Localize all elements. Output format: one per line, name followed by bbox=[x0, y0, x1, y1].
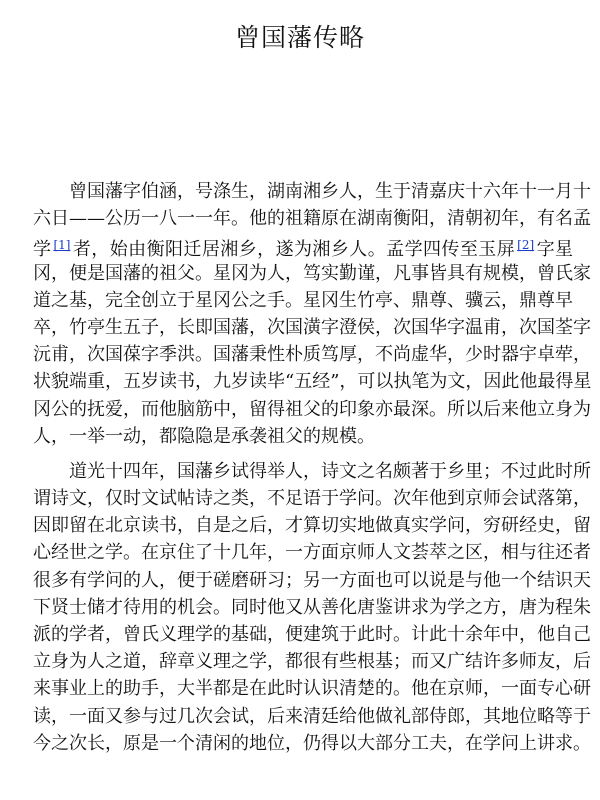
paragraph bbox=[33, 178, 592, 450]
text-line bbox=[33, 567, 591, 594]
text-line bbox=[33, 341, 591, 368]
text-line bbox=[33, 458, 591, 485]
text-line bbox=[33, 675, 591, 702]
text-line bbox=[33, 423, 573, 450]
text-segment: 心经世之学。在京住了十几年，一方面京师人文荟萃之区，相与往还者 bbox=[33, 542, 591, 564]
text-line bbox=[33, 178, 591, 205]
text-line bbox=[33, 396, 591, 423]
paragraph bbox=[33, 458, 591, 757]
text-segment: 六日——公历一八一一年。他的祖籍原在湖南衡阳，清朝初年，有名孟 bbox=[33, 208, 591, 230]
footnote-link[interactable]: [1] bbox=[53, 238, 71, 253]
text-line bbox=[33, 260, 591, 287]
text-segment: 今之次长，原是一个清闲的地位，仍得以大部分工夫，在学问上讲求。 bbox=[33, 732, 591, 754]
text-line bbox=[33, 621, 591, 648]
text-segment: 派的学者，曾氏义理学的基础，便建筑于此时。计此十余年中，他自己 bbox=[33, 624, 591, 645]
text-segment: 读，一面又参与过几次会试，后来清廷给他做礼部侍郎，其地位略等于 bbox=[33, 705, 591, 727]
text-segment: 字星 bbox=[536, 239, 574, 261]
text-segment: 谓诗文，仅时文试帖诗之类，不足语于学问。次年他到京师会试落第， bbox=[33, 488, 591, 510]
text-line bbox=[33, 648, 591, 675]
article-body bbox=[33, 178, 592, 757]
text-segment: 因即留在北京读书，自是之后，才算切实地做真实学问，穷研经史，留 bbox=[33, 515, 591, 537]
text-line bbox=[33, 485, 591, 512]
text-line bbox=[33, 512, 591, 539]
text-segment: 曾国藩字伯涵，号涤生，湖南湘乡人，生于清嘉庆十六年十一月十 bbox=[69, 181, 591, 202]
text-segment: 道之基，完全创立于星冈公之手。星冈生竹亭、鼎尊、骥云，鼎尊早 bbox=[33, 289, 573, 311]
text-segment: 沅甫，次国葆字季洪。国藩秉性朴质笃厚，不尚虚华，少时器宇卓荦， bbox=[33, 344, 591, 366]
text-line bbox=[33, 287, 573, 314]
text-line bbox=[33, 703, 591, 730]
text-segment: 状貌端重，五岁读书，九岁读毕“五经”，可以执笔为文，因此他最得星 bbox=[33, 371, 592, 393]
text-line bbox=[33, 232, 573, 259]
text-segment: 卒，竹亭生五子，长即国藩，次国潢字澄侯，次国华字温甫，次国荃字 bbox=[33, 316, 591, 338]
text-line bbox=[33, 368, 592, 395]
page-title: 曾国藩传略 bbox=[234, 23, 365, 52]
text-segment: 道光十四年，国藩乡试得举人，诗文之名颇著于乡里；不过此时所 bbox=[69, 460, 591, 482]
text-segment: 学 bbox=[33, 239, 52, 261]
text-segment: 很多有学问的人，便于磋磨研习；另一方面也可以说是与他一个结识天 bbox=[33, 569, 591, 591]
text-segment: 冈公的抚爱，而他脑筋中，留得祖父的印象亦最深。所以后来他立身为 bbox=[33, 398, 591, 420]
text-segment: 立身为人之道，辞章义理之学，都很有些根基；而又广结许多师友，后 bbox=[33, 651, 591, 673]
text-segment: 冈，便是国藩的祖父。星冈为人，笃实勤谨，凡事皆具有规模，曾氏家 bbox=[33, 262, 591, 284]
text-line bbox=[33, 539, 591, 566]
text-line bbox=[33, 594, 591, 621]
text-segment: 者，始由衡阳迁居湘乡，遂为湘乡人。孟学四传至玉屏 bbox=[72, 239, 516, 261]
text-line bbox=[33, 730, 591, 757]
text-segment: 来事业上的助手，大半都是在此时认识清楚的。他在京师，一面专心研 bbox=[33, 678, 591, 700]
footnote-link[interactable]: [2] bbox=[517, 238, 535, 253]
text-segment: 人，一举一动，都隐隐是承袭祖父的规模。 bbox=[33, 425, 375, 447]
text-line bbox=[33, 314, 591, 341]
text-segment: 下贤士储才待用的机会。同时他又从善化唐鉴讲求为学之方，唐为程朱 bbox=[33, 596, 591, 618]
text-line bbox=[33, 205, 591, 232]
